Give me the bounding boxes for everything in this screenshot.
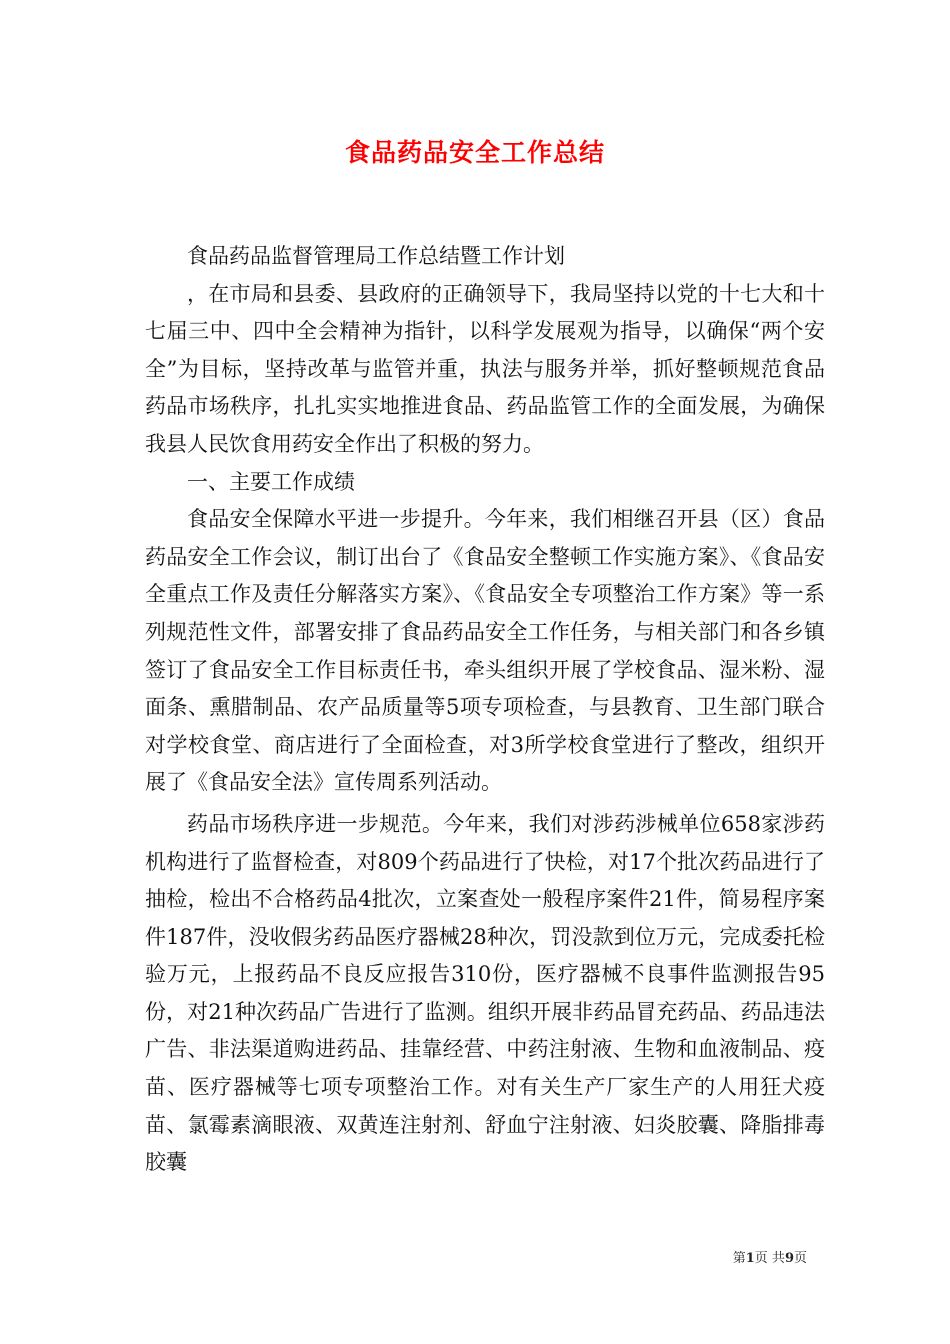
intro-paragraph: ，在市局和县委、县政府的正确领导下，我局坚持以党的十七大和十七届三中、四中全会精神为指针，以科学发展观为指导，以确保“两个安全”为目标，坚持改革与监管并重，执法与服务并举，抓好整顿规范食品药品市场秩序，扎扎实实地推进食品、药品监管工作的全面发展，为确保我县人民饮食用药安全作出了积极的努力。 (145, 281, 825, 456)
footer-middle: 页 共 (754, 1251, 785, 1266)
document-body (145, 238, 825, 1182)
document-title: 食品药品安全工作总结 (344, 138, 605, 167)
footer-total-pages: 9 (784, 1251, 794, 1266)
drug-market-paragraph: 药品市场秩序进一步规范。今年来，我们对涉药涉械单位658家涉药机构进行了监督检查，对809个药品进行了快检，对17个批次药品进行了抽检，检出不合格药品4批次，立案查处一般程序案件21件，简易程序案件187件，没收假劣药品医疗器械28种次，罚没款到位万元，完成委托检验万元，上报药品不良反应报告310份，医疗器械不良事件监测报告95份，对21种次药品广告进行了监测。组织开展非药品冒充药品、药品违法广告、非法渠道购进药品、挂靠经营、中药注射液、生物和血液制品、疫苗、医疗器械等七项专项整治工作。对有关生产厂家生产的人用狂犬疫苗、氯霉素滴眼液、双黄连注射剂、舒血宁注射液、妇炎胶囊、降脂排毒胶囊 (145, 811, 825, 1175)
section-heading: 一、主要工作成绩 (187, 469, 355, 494)
footer-prefix: 第 (732, 1251, 746, 1266)
footer-suffix: 页 (793, 1251, 807, 1266)
subtitle-paragraph: 食品药品监督管理局工作总结暨工作计划 (187, 244, 565, 268)
page-footer (733, 1247, 807, 1266)
footer-current-page: 1 (745, 1251, 755, 1266)
food-safety-paragraph: 食品安全保障水平进一步提升。今年来，我们相继召开县（区）食品药品安全工作会议，制订出台了《食品安全整顿工作实施方案》、《食品安全重点工作及责任分解落实方案》、《食品安全专项整治工作方案》等一系列规范性文件，部署安排了食品药品安全工作任务，与相关部门和各乡镇签订了食品安全工作目标责任书，牵头组织开展了学校食品、湿米粉、湿面条、熏腊制品、农产品质量等5项专项检查，与县教育、卫生部门联合对学校食堂、商店进行了全面检查，对3所学校食堂进行了整改，组织开展了《食品安全法》宣传周系列活动。 (145, 507, 825, 795)
